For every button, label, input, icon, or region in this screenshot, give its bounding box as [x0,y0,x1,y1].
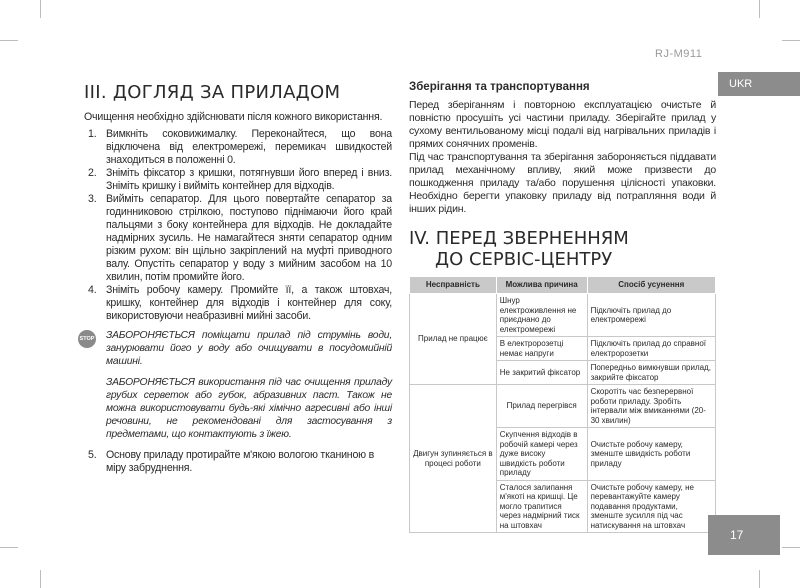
cause-cell: Сталося залипання м'якоті на кришці. Це могло трапитися через надмірний тиск на штовхач [496,480,587,533]
column-header: Можлива причина [496,277,587,294]
fix-cell: Підключіть прилад до справної електророзетки [587,337,715,361]
cause-cell: Шнур електроживлення не приєднано до електромережі [496,294,587,337]
troubleshooting-table [409,276,716,533]
table-row [410,294,716,337]
fix-cell: Скоротіть час безперервної роботи приладу. Зробіть інтервали між вмиканнями (20-30 хвилин) [587,385,715,428]
crop-mark [40,0,41,18]
list-item: 3. Вийміть сепаратор. Для цього повертайте сепаратор за годинниковою стрілкою, поступово піднімаючи його край пальцями з боку контейнера для відходів. Не докладайте надмірних зусиль. Не намагайтеся зняти сепаратор одним різким рухом: він щільно закріплений на муфті приводного валу. Опустіть сепаратор у воду з мийним засобом на 10 хвилин, потім промийте його. [88,193,392,283]
list-item: 1. Вимкніть соковижималку. Переконайтеся, що вона відключена від електромережі, перемикач швидкостей знаходиться в положенні 0. [88,128,392,166]
crop-mark [40,570,41,588]
crop-mark [782,40,800,41]
section-title-care: III. ДОГЛЯД ЗА ПРИЛАДОМ [84,82,341,103]
column-header: Несправність [410,277,497,294]
cause-cell: Прилад перегрівся [496,385,587,428]
fix-cell: Очистьте робочу камеру, зменште швидкість роботи приладу [587,428,715,481]
fix-cell: Підключіть прилад до електромережі [587,294,715,337]
language-tab: UKR [718,72,800,96]
fault-cell: Прилад не працює [410,294,497,385]
column-header: Спосіб усунення [587,277,715,294]
crop-mark [0,40,18,41]
warning-text: ЗАБОРОНЯЄТЬСЯ поміщати прилад під струмінь води, занурювати його у воду або очищувати в посудомийній машині. [106,330,392,367]
fix-cell: Попередньо вимкнувши прилад, закрийте фіксатор [587,361,715,385]
table-row [410,385,716,428]
right-column [409,80,716,270]
stop-icon: STOP [78,330,96,348]
left-column [79,82,392,475]
table-header-row [410,277,716,294]
crop-mark [759,0,760,18]
section-title-line: IV. ПЕРЕД ЗВЕРНЕННЯМ [409,228,629,249]
list-item: 2. Зніміть фіксатор з кришки, потягнувши його вперед і вниз. Зніміть кришку і вийміть контейнер для відходів. [88,167,392,192]
cause-cell: Не закритий фіксатор [496,361,587,385]
cause-cell: Скупчення відходів в робочій камері через дуже високу швидкість роботи приладу [496,428,587,481]
crop-mark [759,570,760,588]
list-item: 5. Основу приладу протирайте м'якою вологою тканиною в міру забруднення. [88,449,375,474]
cleaning-steps [84,128,392,323]
section-title-line: ДО СЕРВІС-ЦЕНТРУ [435,249,613,270]
cause-cell: В електророзетці немає напруги [496,337,587,361]
page-number: 17 [708,515,780,555]
fix-cell: Очистьте робочу камеру, не перевантажуйте камеру подавання продуктами, зменште зусилля під час натискування на штовхач [587,480,715,533]
crop-mark [782,547,800,548]
warnings-block [79,329,392,441]
transport-paragraph: Під час транспортування та зберігання забороняється піддавати прилад механічному впливу, який може призвести до пошкодження приладу та/або порушення цілісності упаковки. Необхідно берегти упаковку приладу від потрапляння води й інших рідин. [409,151,716,215]
section-title-service [409,228,716,270]
fault-cell: Двигун зупиняється в процесі роботи [410,385,497,533]
warning-text: ЗАБОРОНЯЄТЬСЯ використання під час очищення приладу грубих серветок або губок, абразивних паст. Також не можна використовувати будь-які хімічно агресивні або інші речовини, не рекомендовані для застосування з предметами, що контактують з їжею. [106,377,392,440]
storage-paragraph: Перед зберіганням і повторною експлуатацією очистьте й повністю просушіть усі частини приладу. Зберігайте прилад у сухому вентильованому місці подалі від нагрівальних приладів і прямих сонячних променів. [409,99,716,150]
crop-mark [0,547,18,548]
model-number: RJ-M911 [655,48,703,60]
list-item: 4. Зніміть робочу камеру. Промийте її, а також штовхач, кришку, контейнер для відходів і контейнер для соку, використовуючи неабразивні мийні засоби. [88,284,392,322]
intro-text: Очищення необхідно здійснювати після кожного використання. [84,111,383,123]
storage-title: Зберігання та транспортування [409,81,590,93]
